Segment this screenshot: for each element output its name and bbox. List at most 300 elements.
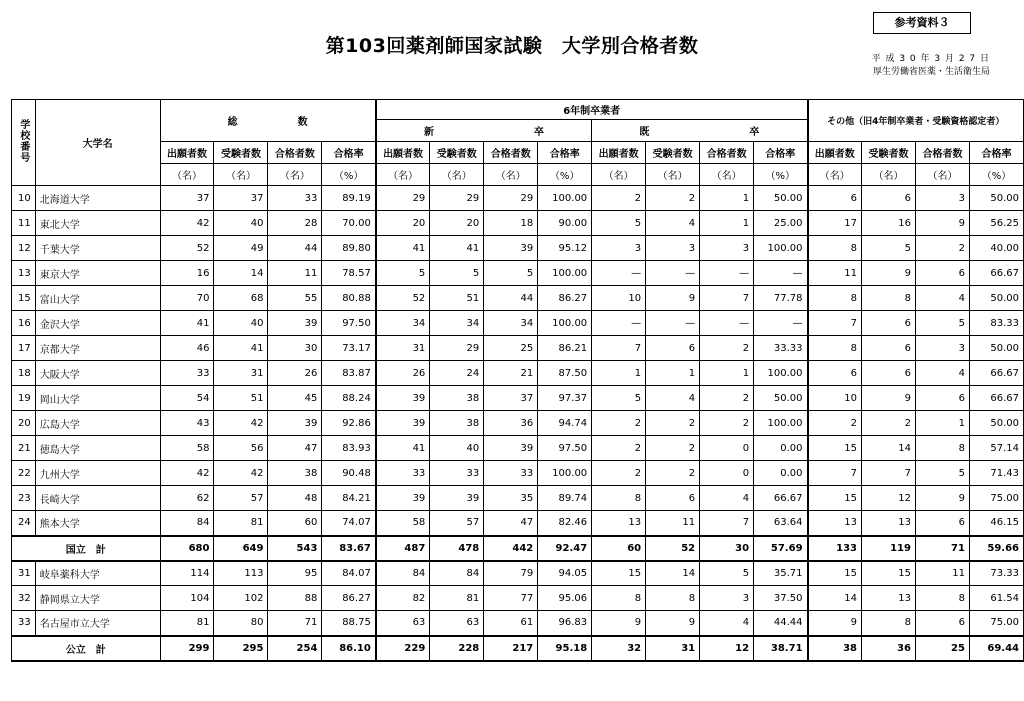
- column-header: 合格者数: [915, 142, 969, 164]
- unit-label: （名）: [808, 164, 862, 186]
- table-cell: 1: [700, 211, 754, 236]
- table-cell: —: [646, 311, 700, 336]
- total-cell: 32: [592, 636, 646, 661]
- table-cell: 84: [160, 511, 214, 536]
- university-name: 富山大学: [35, 286, 160, 311]
- school-number: 23: [12, 486, 36, 511]
- table-cell: 6: [646, 486, 700, 511]
- table-cell: —: [700, 311, 754, 336]
- table-cell: 1: [700, 186, 754, 211]
- table-cell: 4: [646, 386, 700, 411]
- university-name: 名古屋市立大学: [35, 611, 160, 636]
- total-cell: 92.47: [538, 536, 592, 561]
- table-cell: 102: [214, 586, 268, 611]
- date-text: 平 成 3 0 年 3 月 2 7 日: [871, 54, 990, 64]
- unit-label: （名）: [268, 164, 322, 186]
- column-header: 出願者数: [592, 142, 646, 164]
- table-cell: 2: [700, 386, 754, 411]
- page-title: 第103回薬剤師国家試験 大学別合格者数: [325, 35, 699, 57]
- school-number: 17: [12, 336, 36, 361]
- total-cell: 217: [484, 636, 538, 661]
- table-row: [12, 486, 1024, 511]
- table-cell: 9: [592, 611, 646, 636]
- table-cell: 9: [915, 486, 969, 511]
- table-cell: 5: [484, 261, 538, 286]
- table-cell: 84: [376, 561, 430, 586]
- table-cell: 45: [268, 386, 322, 411]
- table-cell: 9: [862, 386, 916, 411]
- table-cell: 52: [160, 236, 214, 261]
- table-cell: 36: [484, 411, 538, 436]
- table-cell: 96.83: [538, 611, 592, 636]
- total-cell: 95.18: [538, 636, 592, 661]
- table-cell: 33: [484, 461, 538, 486]
- table-cell: 50.00: [754, 386, 808, 411]
- table-cell: 51: [214, 386, 268, 411]
- table-cell: 2: [592, 436, 646, 461]
- table-cell: 40: [214, 211, 268, 236]
- table-cell: 16: [862, 211, 916, 236]
- table-cell: 8: [808, 286, 862, 311]
- table-cell: 20: [430, 211, 484, 236]
- table-cell: 50.00: [969, 411, 1023, 436]
- table-cell: 44.44: [754, 611, 808, 636]
- table-cell: 5: [376, 261, 430, 286]
- table-cell: 43: [160, 411, 214, 436]
- table-cell: 2: [862, 411, 916, 436]
- table-cell: 50.00: [754, 186, 808, 211]
- table-cell: 38: [430, 411, 484, 436]
- total-cell: 38.71: [754, 636, 808, 661]
- table-cell: 33: [160, 361, 214, 386]
- table-cell: 94.74: [538, 411, 592, 436]
- table-cell: 33: [376, 461, 430, 486]
- table-cell: 15: [808, 486, 862, 511]
- school-number: 20: [12, 411, 36, 436]
- table-cell: 84: [430, 561, 484, 586]
- table-cell: 2: [700, 411, 754, 436]
- column-header: 合格者数: [484, 142, 538, 164]
- school-number: 15: [12, 286, 36, 311]
- table-cell: 8: [862, 286, 916, 311]
- table-cell: 52: [376, 286, 430, 311]
- unit-label: （名）: [646, 164, 700, 186]
- table-cell: 114: [160, 561, 214, 586]
- university-name: 広島大学: [35, 411, 160, 436]
- university-name: 長崎大学: [35, 486, 160, 511]
- table-cell: 13: [862, 586, 916, 611]
- table-cell: 6: [915, 511, 969, 536]
- table-cell: 1: [700, 361, 754, 386]
- table-cell: 7: [700, 286, 754, 311]
- total-cell: 60: [592, 536, 646, 561]
- table-cell: 8: [915, 436, 969, 461]
- university-name: 岡山大学: [35, 386, 160, 411]
- table-cell: 8: [592, 486, 646, 511]
- table-cell: 14: [862, 436, 916, 461]
- university-name: 熊本大学: [35, 511, 160, 536]
- table-cell: 86.27: [538, 286, 592, 311]
- total-cell: 57.69: [754, 536, 808, 561]
- table-cell: 81: [160, 611, 214, 636]
- table-row: [12, 561, 1024, 586]
- table-cell: 9: [862, 261, 916, 286]
- table-cell: 9: [915, 211, 969, 236]
- table-cell: 0.00: [754, 461, 808, 486]
- table-cell: 88.75: [322, 611, 376, 636]
- table-cell: 46.15: [969, 511, 1023, 536]
- reference-label: 参考資料３: [873, 12, 971, 34]
- table-cell: 1: [915, 411, 969, 436]
- school-number: 33: [12, 611, 36, 636]
- total-cell: 86.10: [322, 636, 376, 661]
- table-cell: 2: [646, 186, 700, 211]
- unit-label: （名）: [430, 164, 484, 186]
- total-cell: 254: [268, 636, 322, 661]
- total-cell: 71: [915, 536, 969, 561]
- table-cell: 21: [484, 361, 538, 386]
- table-cell: 6: [646, 336, 700, 361]
- school-number: 21: [12, 436, 36, 461]
- school-number: 32: [12, 586, 36, 611]
- table-cell: 39: [376, 486, 430, 511]
- table-cell: 41: [160, 311, 214, 336]
- unit-label: （%）: [538, 164, 592, 186]
- school-number: 11: [12, 211, 36, 236]
- previous-graduates-header: 既 卒: [592, 120, 808, 142]
- total-label: 公立 計: [12, 636, 161, 661]
- table-cell: 13: [862, 511, 916, 536]
- table-cell: 56: [214, 436, 268, 461]
- table-cell: 6: [862, 361, 916, 386]
- table-cell: 15: [862, 561, 916, 586]
- table-cell: 97.50: [538, 436, 592, 461]
- table-cell: 39: [268, 311, 322, 336]
- unit-label: （名）: [214, 164, 268, 186]
- table-cell: 84.21: [322, 486, 376, 511]
- table-cell: 8: [862, 611, 916, 636]
- school-number: 16: [12, 311, 36, 336]
- table-cell: 6: [915, 261, 969, 286]
- table-row: [12, 261, 1024, 286]
- table-cell: 14: [646, 561, 700, 586]
- table-cell: 6: [862, 186, 916, 211]
- table-cell: 12: [862, 486, 916, 511]
- table-cell: 42: [214, 411, 268, 436]
- table-cell: 34: [376, 311, 430, 336]
- column-header: 出願者数: [808, 142, 862, 164]
- table-cell: 11: [268, 261, 322, 286]
- table-cell: 29: [376, 186, 430, 211]
- table-cell: 100.00: [754, 236, 808, 261]
- table-row: [12, 211, 1024, 236]
- table-cell: 33: [268, 186, 322, 211]
- table-cell: 81: [430, 586, 484, 611]
- table-cell: 81: [214, 511, 268, 536]
- table-cell: 47: [268, 436, 322, 461]
- table-row: [12, 461, 1024, 486]
- table-cell: 89.19: [322, 186, 376, 211]
- university-name: 金沢大学: [35, 311, 160, 336]
- total-label: 国立 計: [12, 536, 161, 561]
- table-cell: 5: [700, 561, 754, 586]
- total-cell: 478: [430, 536, 484, 561]
- total-group-header: 総 数: [160, 100, 376, 142]
- table-row: [12, 186, 1024, 211]
- table-cell: 5: [862, 236, 916, 261]
- school-number: 22: [12, 461, 36, 486]
- table-cell: 6: [862, 311, 916, 336]
- table-cell: 37: [214, 186, 268, 211]
- university-name: 岐阜薬科大学: [35, 561, 160, 586]
- table-cell: 56.25: [969, 211, 1023, 236]
- table-cell: 15: [808, 561, 862, 586]
- table-cell: 6: [915, 386, 969, 411]
- table-cell: 5: [592, 386, 646, 411]
- column-header: 合格率: [322, 142, 376, 164]
- table-cell: 0: [700, 436, 754, 461]
- table-cell: 42: [160, 461, 214, 486]
- column-header: 合格率: [754, 142, 808, 164]
- table-cell: 17: [808, 211, 862, 236]
- table-row: [12, 336, 1024, 361]
- table-cell: 8: [646, 586, 700, 611]
- table-cell: 3: [592, 236, 646, 261]
- total-cell: 543: [268, 536, 322, 561]
- table-cell: 0.00: [754, 436, 808, 461]
- table-cell: 29: [430, 186, 484, 211]
- total-cell: 649: [214, 536, 268, 561]
- total-cell: 31: [646, 636, 700, 661]
- table-cell: 4: [646, 211, 700, 236]
- table-cell: 100.00: [538, 261, 592, 286]
- unit-label: （名）: [592, 164, 646, 186]
- table-cell: 8: [915, 586, 969, 611]
- table-cell: 100.00: [754, 361, 808, 386]
- table-cell: 77: [484, 586, 538, 611]
- unit-label: （名）: [160, 164, 214, 186]
- table-row: [12, 611, 1024, 636]
- table-cell: 7: [862, 461, 916, 486]
- table-cell: 25: [484, 336, 538, 361]
- table-cell: 30: [268, 336, 322, 361]
- table-cell: 20: [376, 211, 430, 236]
- table-cell: 80: [214, 611, 268, 636]
- table-cell: 75.00: [969, 611, 1023, 636]
- table-cell: 63: [376, 611, 430, 636]
- school-number: 13: [12, 261, 36, 286]
- table-cell: 50.00: [969, 186, 1023, 211]
- university-name: 静岡県立大学: [35, 586, 160, 611]
- table-cell: 2: [592, 186, 646, 211]
- table-row: [12, 286, 1024, 311]
- table-cell: 113: [214, 561, 268, 586]
- unit-label: （%）: [322, 164, 376, 186]
- table-cell: 73.17: [322, 336, 376, 361]
- table-cell: 71.43: [969, 461, 1023, 486]
- column-header: 受験者数: [862, 142, 916, 164]
- table-cell: 88: [268, 586, 322, 611]
- table-cell: 31: [214, 361, 268, 386]
- table-cell: 14: [808, 586, 862, 611]
- table-cell: 68: [214, 286, 268, 311]
- total-cell: 52: [646, 536, 700, 561]
- unit-label: （名）: [700, 164, 754, 186]
- table-cell: 78.57: [322, 261, 376, 286]
- table-cell: 39: [484, 236, 538, 261]
- table-cell: 8: [808, 236, 862, 261]
- university-name: 大阪大学: [35, 361, 160, 386]
- table-cell: 31: [376, 336, 430, 361]
- table-cell: 100.00: [538, 186, 592, 211]
- results-table: [11, 99, 1024, 662]
- table-cell: 47: [484, 511, 538, 536]
- column-header: 合格者数: [268, 142, 322, 164]
- school-number: 10: [12, 186, 36, 211]
- table-cell: —: [592, 261, 646, 286]
- table-cell: 39: [484, 436, 538, 461]
- table-cell: 54: [160, 386, 214, 411]
- table-cell: 40.00: [969, 236, 1023, 261]
- table-cell: 37: [484, 386, 538, 411]
- table-cell: 15: [592, 561, 646, 586]
- total-cell: 12: [700, 636, 754, 661]
- table-cell: 3: [915, 336, 969, 361]
- table-cell: 9: [646, 611, 700, 636]
- table-cell: 50.00: [969, 286, 1023, 311]
- table-cell: 11: [646, 511, 700, 536]
- school-number-header: 学校番号: [12, 100, 36, 186]
- total-row: [12, 636, 1024, 661]
- table-cell: 15: [808, 436, 862, 461]
- table-cell: 94.05: [538, 561, 592, 586]
- table-cell: 39: [430, 486, 484, 511]
- table-cell: 75.00: [969, 486, 1023, 511]
- table-row: [12, 236, 1024, 261]
- table-row: [12, 311, 1024, 336]
- table-cell: 13: [592, 511, 646, 536]
- table-cell: 5: [592, 211, 646, 236]
- school-number: 18: [12, 361, 36, 386]
- table-cell: 25.00: [754, 211, 808, 236]
- table-cell: 4: [915, 361, 969, 386]
- table-row: [12, 436, 1024, 461]
- table-cell: 2: [646, 436, 700, 461]
- table-cell: 16: [160, 261, 214, 286]
- table-cell: —: [700, 261, 754, 286]
- table-cell: 44: [484, 286, 538, 311]
- table-cell: 29: [484, 186, 538, 211]
- table-cell: 42: [214, 461, 268, 486]
- table-cell: 39: [376, 386, 430, 411]
- table-cell: 39: [376, 411, 430, 436]
- table-cell: 60: [268, 511, 322, 536]
- new-graduates-header: 新 卒: [376, 120, 592, 142]
- table-cell: 95: [268, 561, 322, 586]
- table-cell: 83.93: [322, 436, 376, 461]
- table-cell: 1: [646, 361, 700, 386]
- table-cell: 11: [808, 261, 862, 286]
- table-cell: 35: [484, 486, 538, 511]
- university-name: 東京大学: [35, 261, 160, 286]
- column-header: 合格率: [969, 142, 1023, 164]
- table-cell: 58: [376, 511, 430, 536]
- table-cell: 7: [808, 461, 862, 486]
- table-cell: 82: [376, 586, 430, 611]
- total-row: [12, 536, 1024, 561]
- unit-label: （名）: [862, 164, 916, 186]
- total-cell: 133: [808, 536, 862, 561]
- table-cell: 82.46: [538, 511, 592, 536]
- table-cell: 40: [214, 311, 268, 336]
- table-cell: 26: [376, 361, 430, 386]
- table-cell: 34: [484, 311, 538, 336]
- table-cell: 57.14: [969, 436, 1023, 461]
- table-cell: 2: [592, 461, 646, 486]
- table-row: [12, 411, 1024, 436]
- table-cell: 50.00: [969, 336, 1023, 361]
- table-cell: —: [592, 311, 646, 336]
- total-cell: 295: [214, 636, 268, 661]
- total-cell: 59.66: [969, 536, 1023, 561]
- table-cell: 2: [646, 411, 700, 436]
- table-cell: 11: [915, 561, 969, 586]
- unit-label: （名）: [376, 164, 430, 186]
- total-cell: 680: [160, 536, 214, 561]
- table-cell: 77.78: [754, 286, 808, 311]
- table-cell: 44: [268, 236, 322, 261]
- table-cell: 66.67: [969, 261, 1023, 286]
- table-cell: 61: [484, 611, 538, 636]
- table-cell: 14: [214, 261, 268, 286]
- unit-label: （名）: [484, 164, 538, 186]
- total-cell: 69.44: [969, 636, 1023, 661]
- table-cell: 70: [160, 286, 214, 311]
- table-cell: 41: [430, 236, 484, 261]
- table-cell: —: [646, 261, 700, 286]
- table-cell: 87.50: [538, 361, 592, 386]
- table-cell: 8: [592, 586, 646, 611]
- total-cell: 229: [376, 636, 430, 661]
- table-cell: 48: [268, 486, 322, 511]
- table-cell: 3: [700, 236, 754, 261]
- table-cell: 18: [484, 211, 538, 236]
- total-cell: 442: [484, 536, 538, 561]
- university-name: 徳島大学: [35, 436, 160, 461]
- total-cell: 25: [915, 636, 969, 661]
- table-cell: 9: [646, 286, 700, 311]
- table-cell: 34: [430, 311, 484, 336]
- table-cell: 63: [430, 611, 484, 636]
- column-header: 合格率: [538, 142, 592, 164]
- table-cell: 38: [430, 386, 484, 411]
- total-cell: 487: [376, 536, 430, 561]
- table-cell: 46: [160, 336, 214, 361]
- table-row: [12, 386, 1024, 411]
- six-year-group-header: 6年制卒業者: [376, 100, 808, 120]
- table-cell: 62: [160, 486, 214, 511]
- table-cell: 29: [430, 336, 484, 361]
- table-cell: 40: [430, 436, 484, 461]
- table-cell: 33.33: [754, 336, 808, 361]
- total-cell: 299: [160, 636, 214, 661]
- school-number: 31: [12, 561, 36, 586]
- table-cell: 5: [915, 311, 969, 336]
- table-cell: 3: [915, 186, 969, 211]
- table-cell: 7: [592, 336, 646, 361]
- table-cell: 57: [430, 511, 484, 536]
- table-cell: 95.12: [538, 236, 592, 261]
